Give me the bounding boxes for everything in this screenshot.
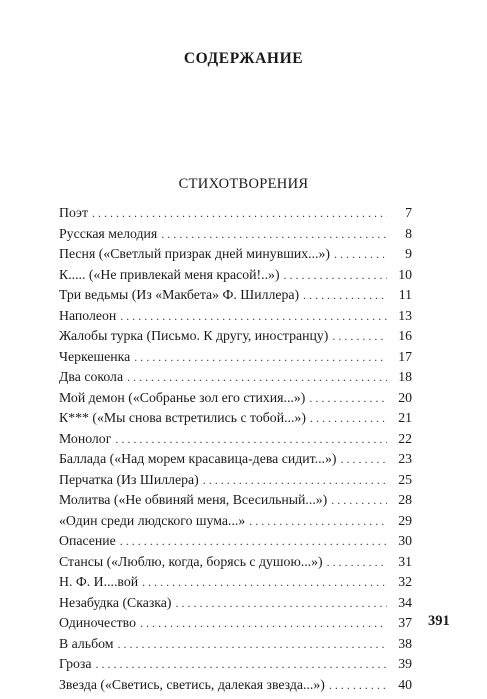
toc-entry: [59, 572, 412, 593]
toc-entry-page: 30: [398, 533, 412, 548]
dot-leader: [284, 265, 387, 286]
toc-entry: [59, 634, 412, 655]
toc-entry-page: 16: [398, 328, 412, 343]
toc-entry-page: 25: [398, 471, 412, 487]
dot-leader: [310, 408, 387, 429]
dot-leader: [329, 675, 387, 696]
toc-entry-title: Два сокола: [59, 369, 124, 384]
toc-entry-title: Н. Ф. И....вой: [59, 574, 139, 589]
dot-leader: [92, 203, 387, 224]
toc-entry: [59, 388, 412, 409]
toc-entry-page: 9: [405, 246, 412, 261]
dot-leader: [142, 572, 387, 593]
toc-entry-title: Опасение: [59, 533, 116, 548]
dot-leader: [120, 306, 387, 327]
dot-leader: [117, 634, 387, 655]
toc-entry-title: Черкешенка: [59, 348, 131, 364]
toc-entry-title: Гроза: [59, 656, 92, 671]
page-number: 391: [428, 613, 450, 629]
toc-entry-title: Песня («Светлый призрак дней минувших...»): [59, 246, 330, 261]
toc-entry-title: Жалобы турка (Письмо. К другу, иностранцу): [59, 328, 329, 343]
dot-leader: [334, 244, 387, 265]
toc-entry: [59, 285, 412, 306]
dot-leader: [332, 326, 387, 347]
toc-entry-title: Молитва («Не обвиняй меня, Всесильный...»): [59, 492, 328, 507]
toc-entry-page: 38: [398, 635, 412, 651]
table-of-contents: [59, 203, 412, 695]
toc-entry-page: 28: [398, 492, 412, 507]
toc-entry-title: «Один среди людского шума...»: [59, 512, 246, 528]
dot-leader: [327, 552, 387, 573]
toc-entry-title: Русская мелодия: [59, 225, 158, 241]
toc-entry-title: Незабудка (Сказка): [59, 594, 172, 610]
toc-entry: [59, 347, 412, 368]
toc-entry-title: Монолог: [59, 430, 112, 446]
toc-entry: [59, 224, 412, 245]
toc-entry-page: 29: [398, 512, 412, 528]
toc-entry-page: 23: [398, 451, 412, 466]
toc-entry-page: 40: [398, 676, 412, 692]
toc-entry: [59, 490, 412, 511]
toc-entry-title: Три ведьмы (Из «Макбета» Ф. Шиллера): [59, 287, 300, 302]
dot-leader: [176, 593, 387, 614]
toc-entry-page: 39: [398, 656, 412, 671]
toc-entry-page: 32: [398, 574, 412, 589]
dot-leader: [331, 490, 387, 511]
toc-entry-page: 13: [398, 307, 412, 323]
toc-entry-title: Баллада («Над морем красавица-дева сидит...»): [59, 451, 337, 466]
toc-entry: [59, 326, 412, 347]
dot-leader: [140, 613, 387, 634]
section-title: СТИХОТВОРЕНИЯ: [178, 176, 309, 192]
dot-leader: [303, 285, 387, 306]
toc-entry: [59, 265, 412, 286]
toc-entry-page: 8: [405, 225, 412, 241]
toc-entry-page: 22: [398, 430, 412, 446]
toc-entry-page: 21: [398, 410, 412, 425]
toc-entry: [59, 306, 412, 327]
toc-entry-title: Наполеон: [59, 307, 117, 323]
toc-entry-title: К*** («Мы снова встретились с тобой...»): [59, 410, 306, 425]
toc-entry-title: Мой демон («Собранье зол его стихия...»): [59, 389, 306, 405]
dot-leader: [127, 367, 387, 388]
toc-entry-page: 37: [398, 615, 412, 630]
toc-entry-title: Звезда («Светись, светись, далекая звезда...»): [59, 676, 325, 692]
toc-entry-title: Перчатка (Из Шиллера): [59, 471, 199, 487]
dot-leader: [340, 449, 387, 470]
toc-entry-page: 20: [398, 389, 412, 405]
toc-entry-page: 18: [398, 369, 412, 384]
toc-entry-page: 31: [398, 553, 412, 569]
toc-entry: [59, 593, 412, 614]
dot-leader: [120, 531, 387, 552]
dot-leader: [309, 388, 387, 409]
dot-leader: [203, 470, 387, 491]
toc-entry: [59, 552, 412, 573]
dot-leader: [134, 347, 387, 368]
toc-entry: [59, 367, 412, 388]
toc-entry-title: Поэт: [59, 205, 88, 220]
toc-entry: [59, 531, 412, 552]
dot-leader: [249, 511, 387, 532]
toc-entry: [59, 429, 412, 450]
dot-leader: [161, 224, 387, 245]
toc-entry: [59, 203, 412, 224]
toc-entry: [59, 613, 412, 634]
toc-entry-page: 10: [398, 266, 412, 282]
page-title: СОДЕРЖАНИЕ: [183, 50, 304, 67]
toc-entry-title: К..... («Не привлекай меня красой!..»): [59, 266, 280, 282]
toc-entry-page: 17: [398, 348, 412, 364]
dot-leader: [95, 654, 387, 675]
toc-entry: [59, 449, 412, 470]
toc-entry: [59, 654, 412, 675]
toc-entry: [59, 675, 412, 696]
toc-entry: [59, 408, 412, 429]
toc-entry: [59, 244, 412, 265]
toc-entry-page: 7: [405, 205, 412, 220]
toc-entry-title: Стансы («Люблю, когда, борясь с душою...»): [59, 553, 323, 569]
dot-leader: [115, 429, 387, 450]
toc-entry-title: Одиночество: [59, 615, 136, 630]
toc-entry: [59, 470, 412, 491]
toc-entry: [59, 511, 412, 532]
toc-entry-title: В альбом: [59, 635, 114, 651]
toc-entry-page: 11: [398, 287, 412, 302]
toc-entry-page: 34: [398, 594, 412, 610]
